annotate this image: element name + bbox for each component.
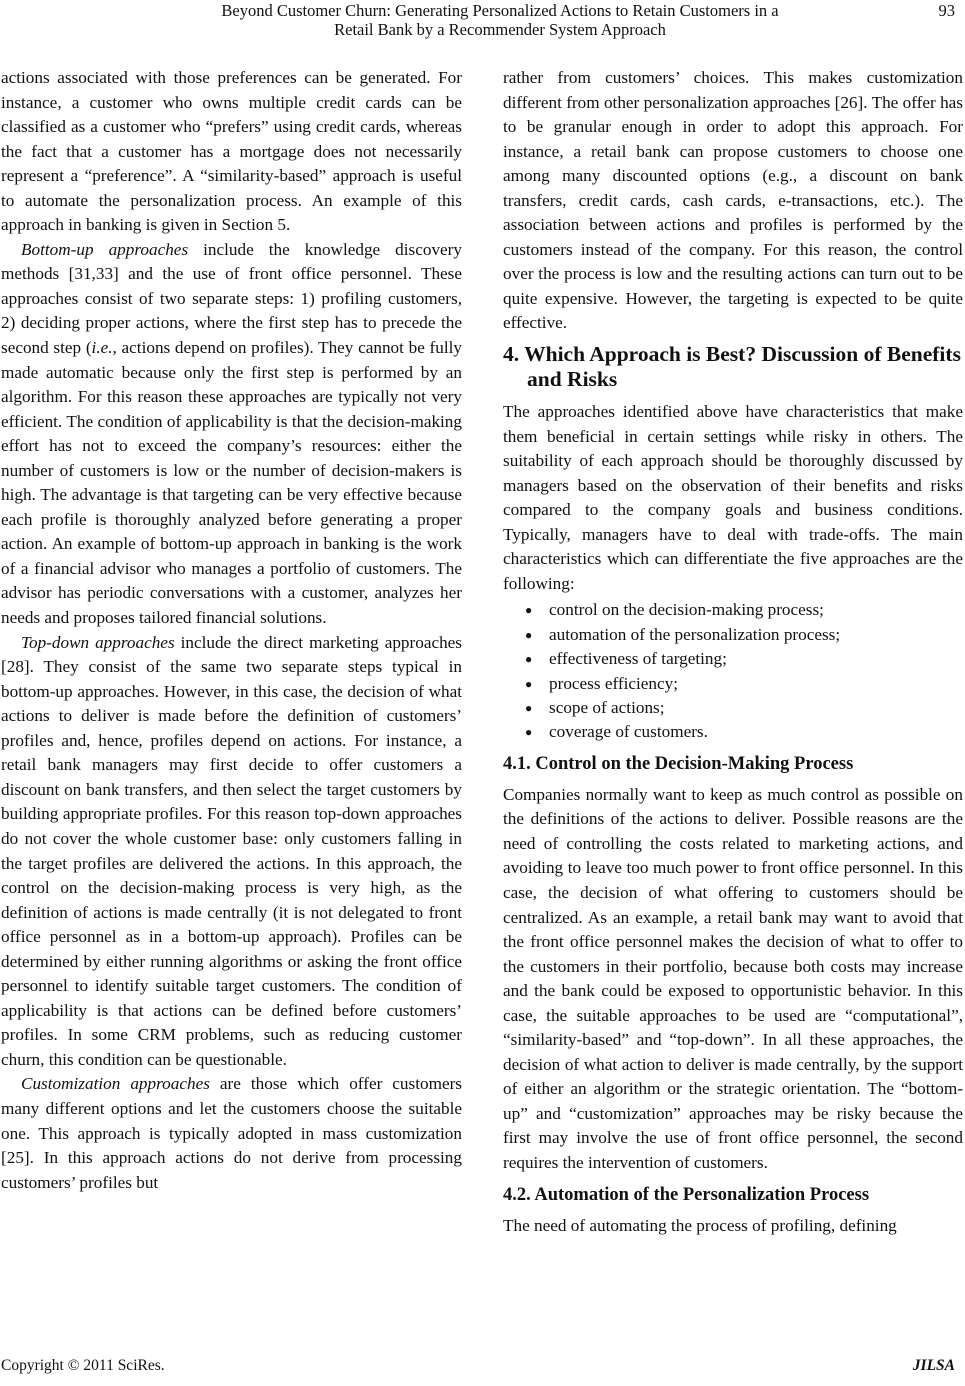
bullet-icon: ● bbox=[525, 701, 533, 716]
paragraph-preferences: actions associated with those preferences can be generated. For instance, a customer who owns multiple credit cards can be classified as a customer who “prefers” using credit cards, whereas the fact that a customer has a mortgage does not necessarily represent a “preference”. A “similarity-based” approach is useful to automate the personalization process. An example of this approach in banking is given in Section 5. bbox=[1, 68, 462, 235]
list-item: ● coverage of customers. bbox=[503, 720, 963, 744]
bullet-icon: ● bbox=[525, 725, 533, 740]
running-title-line-2: Retail Bank by a Recommender System Approach bbox=[334, 20, 666, 39]
subsection-heading-4-2: 4.2. Automation of the Personalization Process bbox=[503, 1184, 870, 1205]
list-item: ● control on the decision-making process; bbox=[503, 598, 963, 622]
paragraph-customization-cont: rather from customers’ choices. This makes customization different from other personalization approaches [26]. The offer has to be granular enough in order to adopt this approach. For instance, a retail bank can propose customers to choose one among many discounted options (e.g., a discount on bank transfers, credit cards, cash cards, e-transactions, etc.). The association between actions and profiles is performed by the customers instead of the company. For this reason, the control over the process is low and the resulting actions can turn out to be quite expensive. However, the targeting is expected to be quite effective. bbox=[503, 68, 963, 333]
bullet-icon: ● bbox=[525, 603, 533, 618]
running-title-line-1: Beyond Customer Churn: Generating Personalized Actions to Retain Customers in a bbox=[221, 1, 779, 20]
term-customization: Customization approaches bbox=[21, 1074, 210, 1094]
list-item: ● process efficiency; bbox=[503, 672, 963, 696]
bullet-icon: ● bbox=[525, 676, 533, 691]
left-column bbox=[1, 66, 462, 1195]
right-column bbox=[503, 66, 963, 1238]
list-item: ● scope of actions; bbox=[503, 696, 963, 720]
subsection-heading-4-1: 4.1. Control on the Decision-Making Process bbox=[503, 753, 854, 774]
list-item: ● effectiveness of targeting; bbox=[503, 647, 963, 671]
paragraph-approaches-characteristics: The approaches identified above have characteristics that make them beneficial in certain settings while risky in others. The suitability of each approach should be thoroughly discussed by managers based on the observation of their benefits and risks compared to the company goals and business conditions. Typically, managers have to deal with trade-offs. The main characteristics which can differentiate the five approaches are the following: bbox=[503, 402, 963, 593]
page-header bbox=[0, 0, 965, 44]
section-heading-4: 4. Which Approach is Best? Discussion of Benefits and Risks bbox=[503, 342, 961, 392]
paragraph-top-down: Top-down approaches include the direct marketing approaches [28]. They consist of the same two separate steps typical in bottom-up approaches. However, in this case, the decision of what actions to deliver is made before the definition of customers’ profiles and, hence, profiles depend on actions. For instance, a retail bank managers may first decide to offer customers a discount on bank transfers, and then select the target customers by building appropriate profiles. For this reason top-down approaches do not cover the whole customer base: only customers falling in the target profiles are delivered the actions. In this approach, the control on the decision-making process is very high, as the definition of actions is made centrally (it is not delegated to front office personnel as in a bottom-up approach). Profiles can be determined by either running algorithms or asking the front office personnel to identify suitable target customers. The condition of applicability is that actions can be defined before customers’ profiles. In some CRM problems, such as reducing customer churn, this condition can be questionable. bbox=[1, 632, 462, 1069]
paragraph-bottom-up: Bottom-up approaches include the knowledge discovery methods [31,33] and the use of front office personnel. These approaches consist of two separate steps: 1) profiling customers, 2) deciding proper actions, where the first step has to precede the second step (i.e., actions depend on profiles). They cannot be fully made automatic because only the first step is performed by an algorithm. For this reason these approaches are typically not very efficient. The condition of applicability is that the decision-making effort has not to exceed the company’s resources: either the number of customers is low or the number of decision-makers is high. The advantage is that targeting can be very effective because each profile is thoroughly analyzed before generating a proper action. An example of bottom-up approach in banking is the work of a financial advisor who manages a portfolio of customers. The advisor has periodic conversations with a customer, analyzes her needs and proposes tailored financial solutions. bbox=[1, 239, 462, 628]
paragraph-automation: The need of automating the process of profiling, defining bbox=[503, 1215, 897, 1235]
copyright: Copyright © 2011 SciRes. bbox=[1, 1357, 165, 1374]
page-number: 93 bbox=[938, 1, 955, 20]
journal-name: JILSA bbox=[912, 1357, 955, 1374]
paragraph-control: Companies normally want to keep as much control as possible on the definitions of the actions to deliver. Possible reasons are the need of controlling the costs related to marketing actions, and avoiding to leave too much power to front office personnel. In this case, the decision of what offering to customers should be centralized. As an example, a retail bank may want to avoid that the front office personnel makes the decision of what to offer to the customers in their portfolio, because both costs may increase and the bank could be exposed to opportunistic behavior. In this case, the suitable approaches to be used are “computational”, “similarity-based” and “top-down”. In all these approaches, the decision of what action to deliver is made centrally, by the support of either an algorithm or the strategic orientation. The “bottom-up” and “customization” approaches may be risky because the first may involve the use of front office personnel, the second requires the intervention of customers. bbox=[503, 784, 963, 1173]
bullet-icon: ● bbox=[525, 652, 533, 667]
term-bottom-up: Bottom-up approaches bbox=[21, 239, 189, 259]
paragraph-customization: Customization approaches are those which offer customers many different options and let the customers choose the suitable one. This approach is typically adopted in mass customization [25]. In this approach actions do not derive from processing customers’ profiles but bbox=[1, 1074, 462, 1192]
term-top-down: Top-down approaches bbox=[21, 632, 175, 652]
list-item: ● automation of the personalization process; bbox=[503, 623, 963, 647]
bullet-icon: ● bbox=[525, 627, 533, 642]
characteristics-list bbox=[503, 598, 963, 744]
